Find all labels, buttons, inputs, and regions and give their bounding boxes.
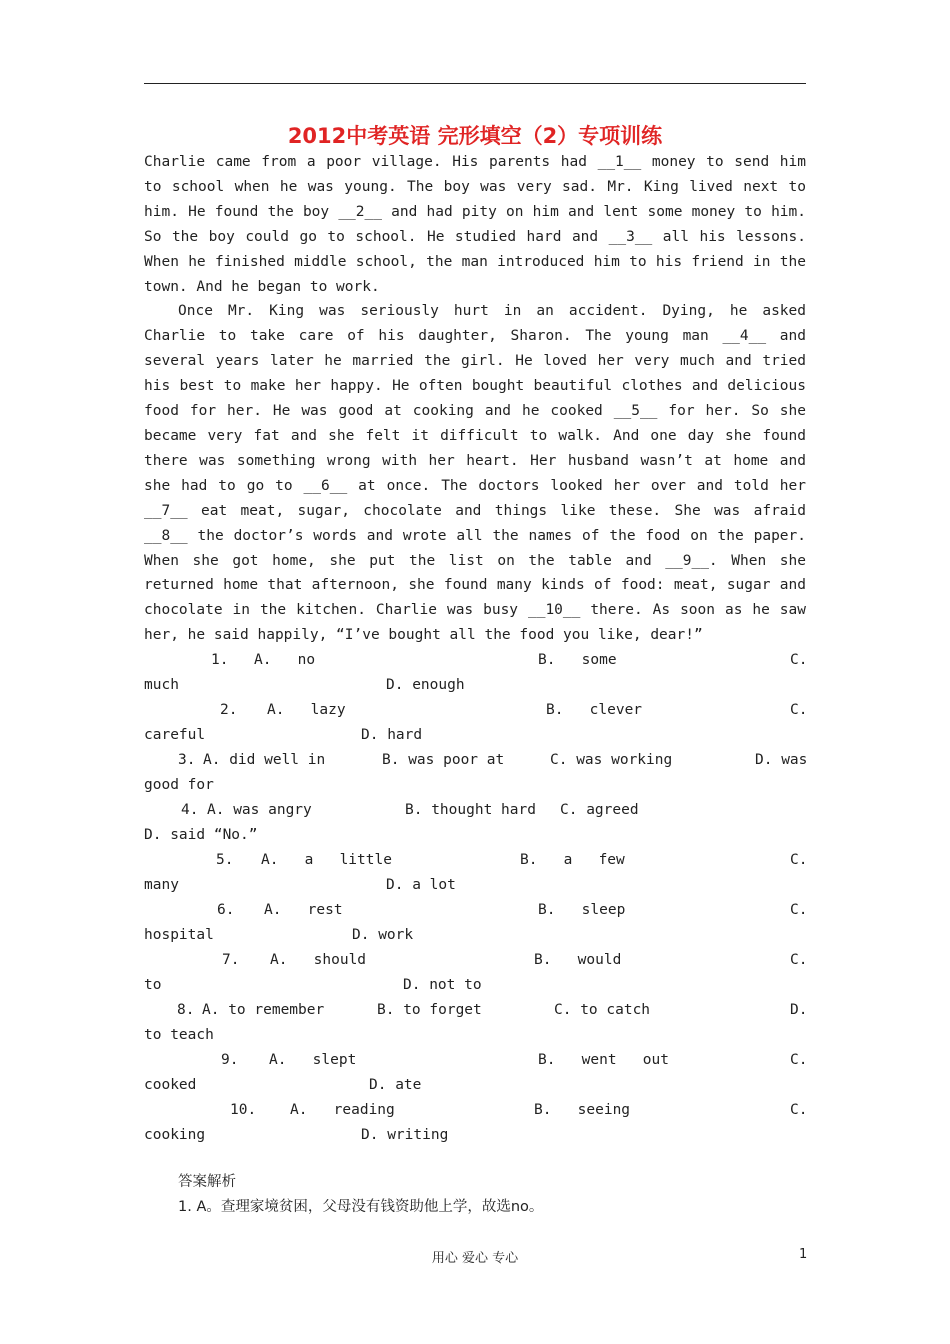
option-a: A. should bbox=[270, 952, 367, 968]
page-number: 1 bbox=[799, 1247, 808, 1262]
option-d: D. was bbox=[755, 752, 808, 768]
question-number: 4. bbox=[181, 802, 199, 818]
question-4-line-1 bbox=[144, 798, 806, 822]
option-d: D. not to bbox=[403, 977, 482, 993]
option-c-text: cooking bbox=[144, 1127, 206, 1143]
answer-heading: 答案解析 bbox=[178, 1174, 236, 1190]
header-rule bbox=[144, 83, 806, 84]
footer-motto: 用心 爱心 专心 bbox=[431, 1251, 519, 1266]
option-c: C. was working bbox=[550, 752, 673, 768]
option-d: D. a lot bbox=[386, 877, 456, 893]
cloze-passage bbox=[144, 150, 806, 648]
question-number: 8. bbox=[177, 1002, 195, 1018]
option-b: B. some bbox=[538, 652, 617, 668]
option-b: B. to forget bbox=[377, 1002, 482, 1018]
question-1-line-1 bbox=[144, 648, 806, 672]
option-b: B. was poor at bbox=[382, 752, 505, 768]
question-7-line-1 bbox=[144, 948, 806, 972]
question-number: 10. bbox=[230, 1102, 257, 1118]
question-8-line-1 bbox=[144, 998, 806, 1022]
option-b: B. went out bbox=[538, 1052, 669, 1068]
option-c: C. bbox=[790, 652, 808, 668]
option-c-text: cooked bbox=[144, 1077, 197, 1093]
option-c: C. bbox=[790, 702, 808, 718]
option-a: A. to remember bbox=[202, 1002, 325, 1018]
option-d-text: good for bbox=[144, 777, 214, 793]
option-c: C. to catch bbox=[554, 1002, 651, 1018]
question-10-line-1 bbox=[144, 1098, 806, 1122]
question-3-line-2 bbox=[144, 773, 806, 797]
option-d: D. work bbox=[352, 927, 414, 943]
option-a: A. a little bbox=[261, 852, 392, 868]
question-9-line-2 bbox=[144, 1073, 806, 1097]
question-8-line-2 bbox=[144, 1023, 806, 1047]
option-d: D. enough bbox=[386, 677, 465, 693]
option-a: A. no bbox=[254, 652, 316, 668]
option-b: B. a few bbox=[520, 852, 625, 868]
passage-paragraph-1: Charlie came from a poor village. His parents had __1__ money to send him to school when he was young. The boy was very sad. Mr. King lived next to him. He found the boy __2__ and had pity on him and lent some money to him. So the boy could go to school. He studied hard and __3__ all his lessons. When he finished middle school, the man introduced him to his friend in the town. And he began to work. bbox=[144, 154, 806, 295]
option-c: C. agreed bbox=[560, 802, 639, 818]
option-d: D. said “No.” bbox=[144, 827, 258, 843]
answer-line-1: 1. A。查理家境贫困，父母没有钱资助他上学，故选no。 bbox=[178, 1199, 544, 1215]
option-a: A. rest bbox=[264, 902, 343, 918]
question-2-line-1 bbox=[144, 698, 806, 722]
option-d: D. writing bbox=[361, 1127, 449, 1143]
question-10-line-2 bbox=[144, 1123, 806, 1147]
option-b: B. seeing bbox=[534, 1102, 631, 1118]
option-b: B. would bbox=[534, 952, 622, 968]
option-d: D. bbox=[790, 1002, 808, 1018]
question-number: 1. bbox=[211, 652, 229, 668]
option-b: B. sleep bbox=[538, 902, 626, 918]
question-number: 9. bbox=[221, 1052, 239, 1068]
option-c-text: much bbox=[144, 677, 179, 693]
option-a: A. reading bbox=[290, 1102, 395, 1118]
option-c: C. bbox=[790, 1102, 808, 1118]
question-4-line-2 bbox=[144, 823, 806, 847]
option-a: A. slept bbox=[269, 1052, 357, 1068]
question-number: 3. bbox=[178, 752, 196, 768]
question-7-line-2 bbox=[144, 973, 806, 997]
question-6-line-1 bbox=[144, 898, 806, 922]
option-c-text: careful bbox=[144, 727, 206, 743]
option-c: C. bbox=[790, 852, 808, 868]
question-6-line-2 bbox=[144, 923, 806, 947]
question-number: 5. bbox=[216, 852, 234, 868]
answer-explanation bbox=[178, 1170, 798, 1220]
option-b: B. clever bbox=[546, 702, 643, 718]
question-3-line-1 bbox=[144, 748, 806, 772]
question-2-line-2 bbox=[144, 723, 806, 747]
option-d-text: to teach bbox=[144, 1027, 214, 1043]
question-number: 7. bbox=[222, 952, 240, 968]
option-a: A. was angry bbox=[207, 802, 312, 818]
option-c-text: to bbox=[144, 977, 162, 993]
option-c: C. bbox=[790, 902, 808, 918]
page-title: 2012中考英语 完形填空（2）专项训练 bbox=[287, 124, 663, 148]
option-c: C. bbox=[790, 952, 808, 968]
option-c-text: many bbox=[144, 877, 179, 893]
question-number: 6. bbox=[217, 902, 235, 918]
option-d: D. hard bbox=[361, 727, 423, 743]
question-number: 2. bbox=[220, 702, 238, 718]
option-c-text: hospital bbox=[144, 927, 214, 943]
option-b: B. thought hard bbox=[405, 802, 536, 818]
question-5-line-1 bbox=[144, 848, 806, 872]
question-9-line-1 bbox=[144, 1048, 806, 1072]
option-a: A. did well in bbox=[203, 752, 326, 768]
passage-paragraph-2: Once Mr. King was seriously hurt in an accident. Dying, he asked Charlie to take care of his daughter, Sharon. The young man __4__ and several years later he married the girl. He loved her very much and tried his best to make her happy. He often bought beautiful clothes and delicious food for her. He was good at cooking and he cooked __5__ for her. So she became very fat and she felt it difficult to walk. And one day she found there was something wrong with her heart. Her husband wasn’t at home and she had to go to __6__ at once. The doctors looked her over and told her __7__ eat meat, sugar, chocolate and things like these. She was afraid __8__ the doctor’s words and wrote all the names of the food on the paper. When she got home, she put the list on the table and __9__. When she returned home that afternoon, she found many kinds of food: meat, sugar and chocolate in the kitchen. Charlie was busy __10__ there. As soon as he saw her, he said happily, “I’ve bought all the food you like, dear!” bbox=[144, 303, 806, 644]
option-c: C. bbox=[790, 1052, 808, 1068]
question-5-line-2 bbox=[144, 873, 806, 897]
option-a: A. lazy bbox=[267, 702, 346, 718]
question-1-line-2 bbox=[144, 673, 806, 697]
option-d: D. ate bbox=[369, 1077, 422, 1093]
